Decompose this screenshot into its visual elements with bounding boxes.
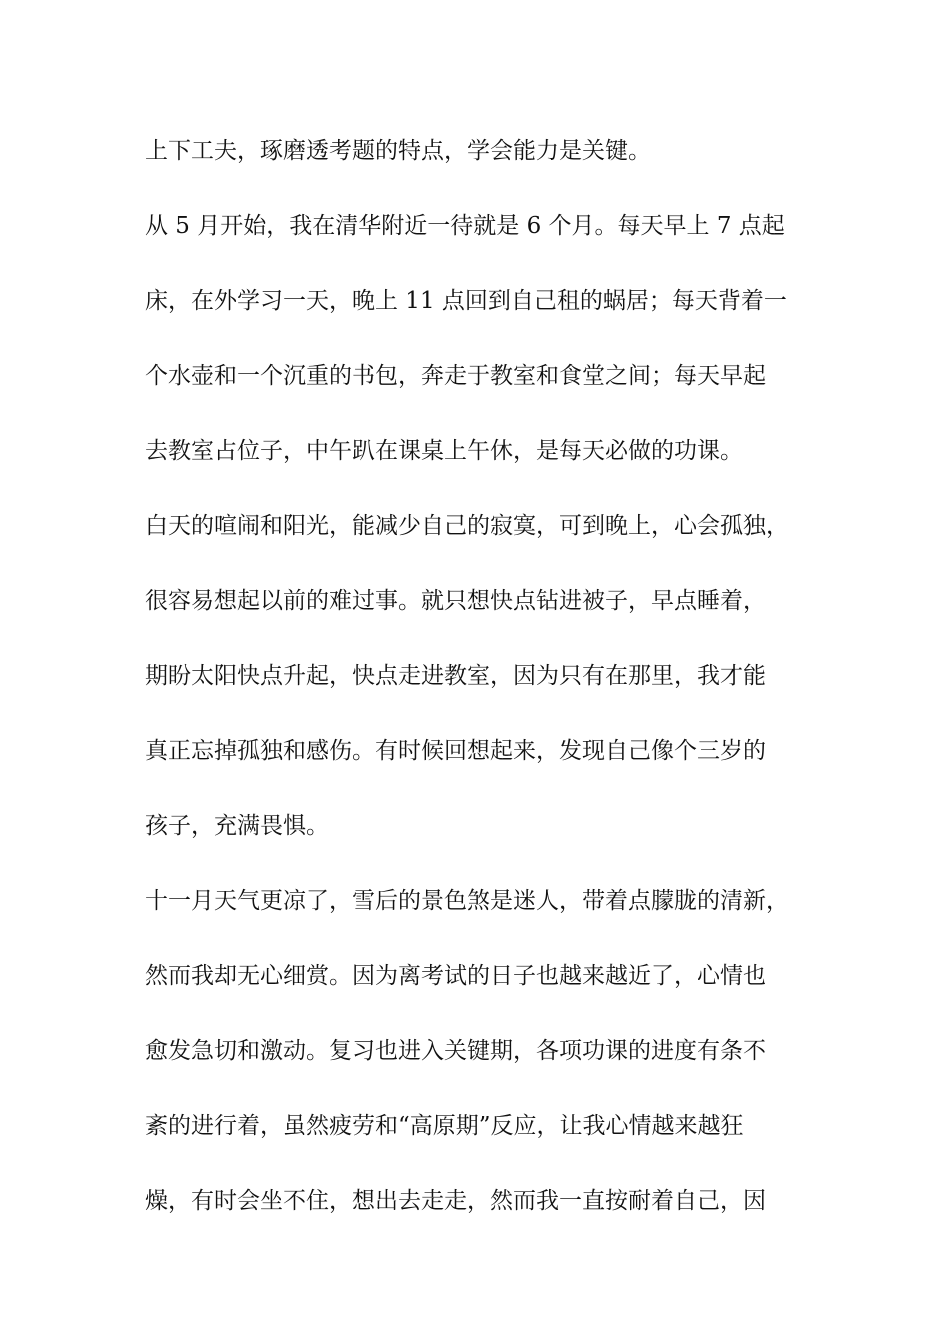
text-line: 个水壶和一个沉重的书包，奔走于教室和食堂之间；每天早起 (145, 363, 766, 389)
text-line: 十一月天气更凉了，雪后的景色煞是迷人，带着点朦胧的清新， (145, 888, 789, 914)
text-line: 燥，有时会坐不住，想出去走走，然而我一直按耐着自己，因 (145, 1188, 766, 1214)
text-line: 床，在外学习一天，晚上 11 点回到自己租的蜗居；每天背着一 (145, 288, 787, 314)
document-body (145, 128, 835, 1253)
text-line: 去教室占位子，中午趴在课桌上午休，是每天必做的功课。 (145, 438, 743, 464)
text-line: 孩子，充满畏惧。 (145, 813, 329, 839)
text-line: 紊的进行着，虽然疲劳和“高原期”反应，让我心情越来越狂 (145, 1113, 744, 1139)
text-line: 愈发急切和激动。复习也进入关键期，各项功课的进度有条不 (145, 1038, 766, 1064)
text-line: 真正忘掉孤独和感伤。有时候回想起来，发现自己像个三岁的 (145, 738, 766, 764)
text-line: 期盼太阳快点升起，快点走进教室，因为只有在那里，我才能 (145, 663, 766, 689)
text-line: 白天的喧闹和阳光，能减少自己的寂寞，可到晚上，心会孤独， (145, 513, 789, 539)
text-line: 上下工夫，琢磨透考题的特点，学会能力是关键。 (145, 138, 651, 164)
text-line: 然而我却无心细赏。因为离考试的日子也越来越近了，心情也 (145, 963, 766, 989)
text-line: 很容易想起以前的难过事。就只想快点钻进被子，早点睡着， (145, 588, 766, 614)
text-line: 从 5 月开始，我在清华附近一待就是 6 个月。每天早上 7 点起 (145, 213, 785, 239)
